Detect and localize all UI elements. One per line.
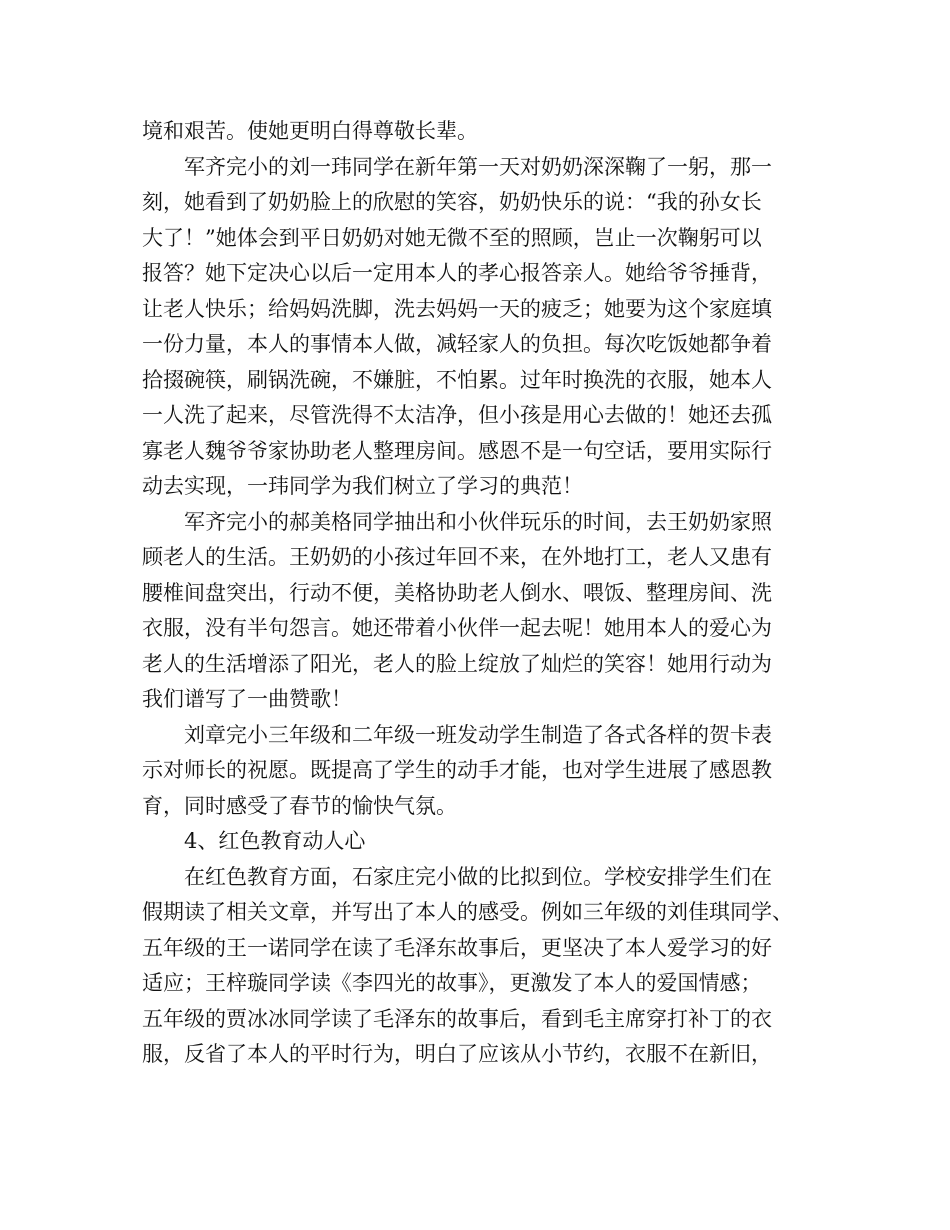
text-line: 假期读了相关文章，并写出了本人的感受。例如三年级的刘佳琪同学、: [142, 900, 793, 924]
text-line: 报答？她下定决心以后一定用本人的孝心报答亲人。她给爷爷捶背，: [142, 261, 772, 285]
text-line: 让老人快乐；给妈妈洗脚，洗去妈妈一天的疲乏；她要为这个家庭填: [142, 296, 772, 321]
text-line: 衣服，没有半句怨言。她还带着小伙伴一起去呢！她用本人的爱心为: [142, 616, 772, 640]
text-line: 一份力量，本人的事情本人做，减轻家人的负担。每次吃饭她都争着: [142, 332, 772, 356]
text-line: 育，同时感受了春节的愉快气氛。: [142, 793, 457, 818]
paragraph-start-line: 刘章完小三年级和二年级一班发动学生制造了各式各样的贺卡表: [184, 722, 772, 747]
paragraph-start-line: 在红色教育方面，石家庄完小做的比拟到位。学校安排学生们在: [184, 864, 772, 889]
text-line: 适应；王梓璇同学读《李四光的故事》，更激发了本人的爱国情感；: [142, 971, 762, 995]
text-line: 拾掇碗筷，刷锅洗碗，不嫌脏，不怕累。过年时换洗的衣服，她本人: [142, 367, 772, 392]
paragraph-start-line: 军齐完小的刘一玮同学在新年第一天对奶奶深深鞠了一躬，那一: [184, 154, 772, 179]
text-line: 示对师长的祝愿。既提高了学生的动手才能，也对学生进展了感恩教: [142, 758, 772, 782]
text-line: 大了！”她体会到平日奶奶对她无微不至的照顾，岂止一次鞠躬可以: [142, 225, 762, 250]
text-line: 五年级的王一诺同学在读了毛泽东故事后，更坚决了本人爱学习的好: [142, 935, 772, 960]
text-line: 顾老人的生活。王奶奶的小孩过年回不来，在外地打工，老人又患有: [142, 545, 772, 569]
text-line: 刻，她看到了奶奶脸上的欣慰的笑容，奶奶快乐的说：“我的孙女长: [142, 190, 762, 214]
text-line: 一人洗了起来，尽管洗得不太洁净，但小孩是用心去做的！她还去孤: [142, 403, 772, 427]
text-line: 服，反省了本人的平时行为，明白了应该从小节约，衣服不在新旧，: [142, 1042, 772, 1066]
text-line: 境和艰苦。使她更明白得尊敬长辈。: [142, 119, 478, 143]
text-line: 五年级的贾冰冰同学读了毛泽东的故事后，看到毛主席穿打补丁的衣: [142, 1006, 772, 1031]
text-line: 寡老人魏爷爷家协助老人整理房间。感恩不是一句空话，要用实际行: [142, 438, 772, 463]
paragraph-start-line: 军齐完小的郝美格同学抽出和小伙伴玩乐的时间，去王奶奶家照: [184, 509, 772, 534]
document-body: [142, 114, 822, 1073]
text-line: 腰椎间盘突出，行动不便，美格协助老人倒水、喂饭、整理房间、洗: [142, 580, 772, 605]
text-line: 我们谱写了一曲赞歌！: [142, 687, 352, 711]
text-line: 动去实现，一玮同学为我们树立了学习的典范！: [142, 474, 583, 498]
text-line: 老人的生活增添了阳光，老人的脸上绽放了灿烂的笑容！她用行动为: [142, 651, 772, 676]
section-heading: 4、红色教育动人心: [184, 829, 366, 853]
